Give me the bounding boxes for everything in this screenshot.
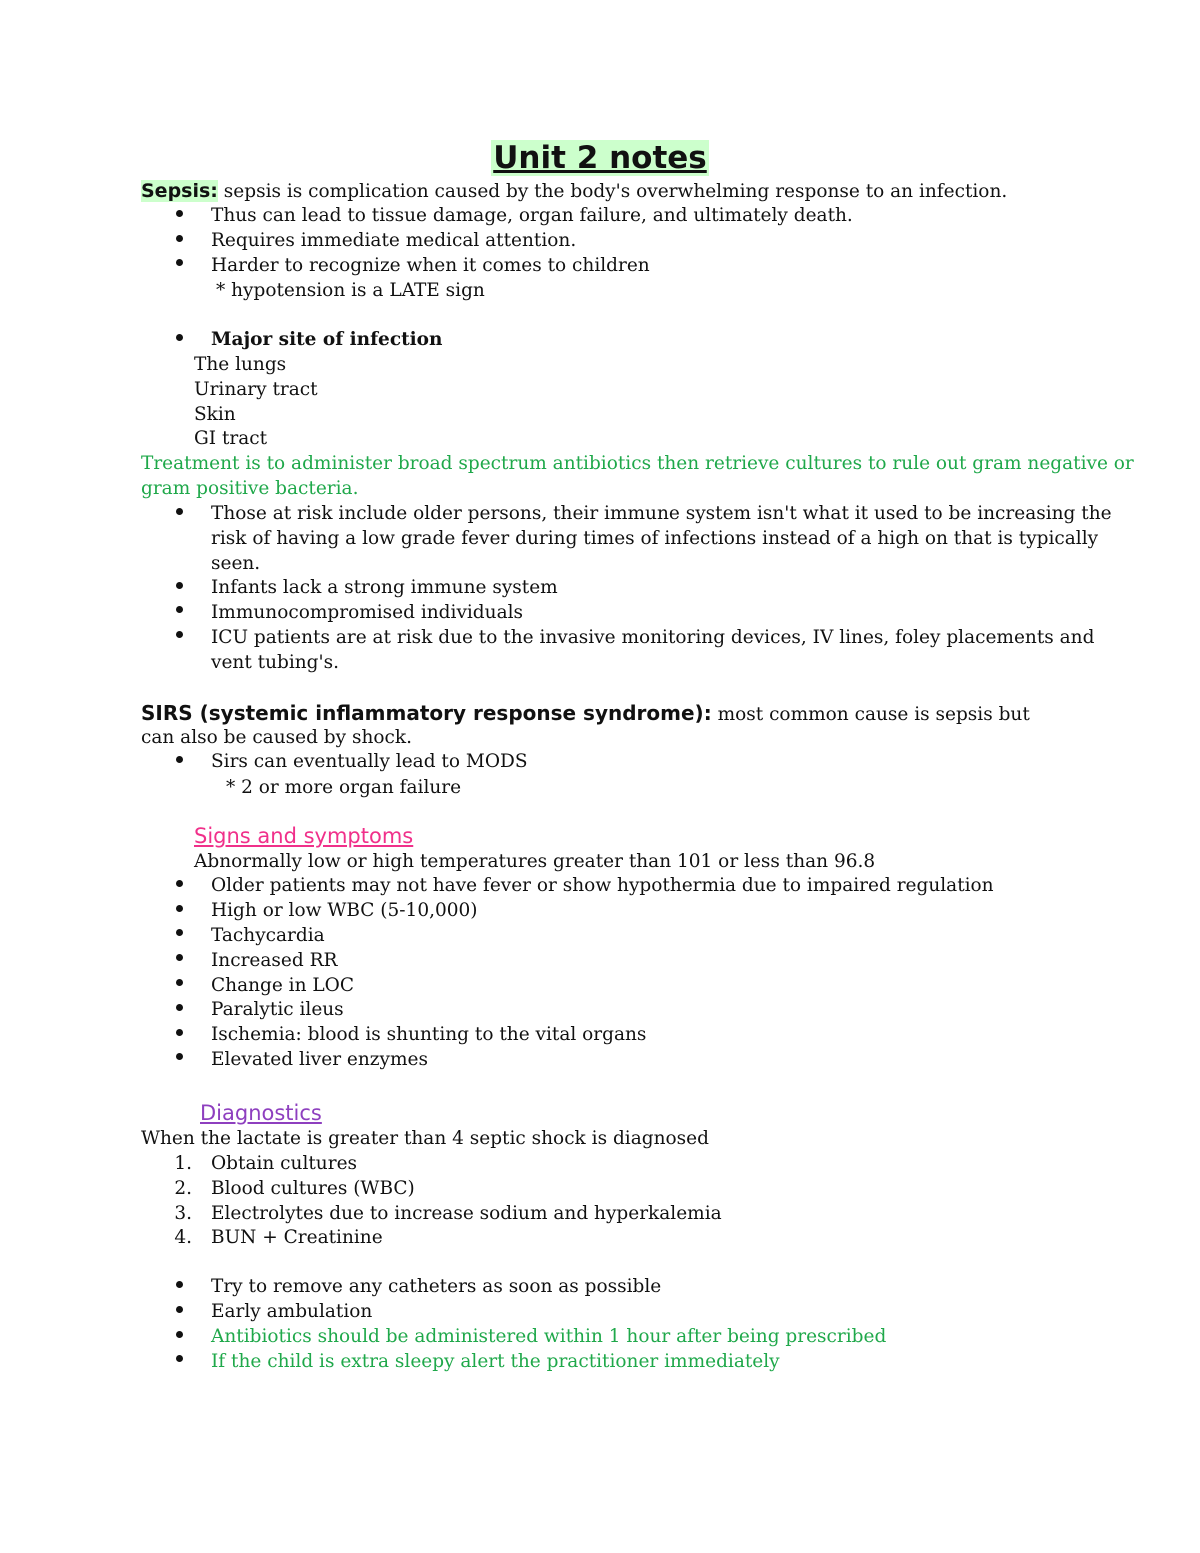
- sirs-definition-cont: can also be caused by shock.: [141, 727, 412, 748]
- bullet-icon: [176, 1355, 183, 1362]
- bullet-icon: [176, 334, 183, 341]
- list-item: Tachycardia: [211, 925, 325, 946]
- list-item: Older patients may not have fever or show hypothermia due to impaired regulation: [211, 875, 994, 896]
- numbered-item: BUN + Creatinine: [211, 1227, 383, 1248]
- sirs-definition: SIRS (systemic inflammatory response syndrome): most common cause is sepsis but: [141, 701, 1030, 725]
- bullet-icon: [176, 631, 183, 638]
- signs-heading: Signs and symptoms: [194, 824, 414, 848]
- list-item: Early ambulation: [211, 1301, 373, 1322]
- bullet-icon: [176, 1004, 183, 1011]
- list-number: 1.: [174, 1153, 192, 1174]
- bullet-icon: [176, 508, 183, 515]
- list-number: 4.: [174, 1227, 192, 1248]
- numbered-item: Electrolytes due to increase sodium and hyperkalemia: [211, 1203, 722, 1224]
- list-item-continued: seen.: [211, 553, 261, 574]
- list-item: Elevated liver enzymes: [211, 1049, 428, 1070]
- sepsis-term: Sepsis:: [141, 180, 218, 202]
- major-site-heading: Major site of infection: [211, 329, 443, 350]
- site-item: Urinary tract: [194, 379, 318, 400]
- bullet-icon: [176, 606, 183, 613]
- list-item: Change in LOC: [211, 975, 355, 996]
- bullet-icon: [176, 259, 183, 266]
- list-item: Those at risk include older persons, their immune system isn't what it used to be increasing the: [211, 503, 1112, 524]
- treatment-text: Treatment is to administer broad spectrum antibiotics then retrieve cultures to rule out gram negative or: [141, 453, 1134, 474]
- diagnostics-heading: Diagnostics: [200, 1101, 322, 1125]
- diagnostics-intro: When the lactate is greater than 4 septic shock is diagnosed: [141, 1128, 709, 1149]
- list-item-continued: vent tubing's.: [211, 652, 339, 673]
- bullet-icon: [176, 1331, 183, 1338]
- page-title: Unit 2 notes: [493, 140, 707, 176]
- list-item: Infants lack a strong immune system: [211, 577, 558, 598]
- bullet-icon: [176, 1029, 183, 1036]
- site-item: The lungs: [194, 354, 287, 375]
- bullet-icon: [176, 756, 183, 763]
- list-item: ICU patients are at risk due to the invasive monitoring devices, IV lines, foley placements and: [211, 627, 1095, 648]
- bullet-icon: [176, 210, 183, 217]
- bullet-icon: [176, 880, 183, 887]
- note-text: * hypotension is a LATE sign: [216, 280, 485, 301]
- list-item: Paralytic ileus: [211, 999, 344, 1020]
- signs-intro: Abnormally low or high temperatures greater than 101 or less than 96.8: [194, 851, 876, 872]
- bullet-icon: [176, 1053, 183, 1060]
- list-item-highlighted: If the child is extra sleepy alert the practitioner immediately: [211, 1351, 780, 1372]
- bullet-icon: [176, 954, 183, 961]
- site-item: Skin: [194, 404, 236, 425]
- list-item: High or low WBC (5-10,000): [211, 900, 478, 921]
- sepsis-definition: Sepsis: sepsis is complication caused by the body's overwhelming response to an infection.: [141, 180, 1008, 202]
- list-item: Requires immediate medical attention.: [211, 230, 577, 251]
- list-number: 3.: [174, 1203, 192, 1224]
- list-item-continued: risk of having a low grade fever during times of infections instead of a high on that is typically: [211, 528, 1099, 549]
- list-item: Harder to recognize when it comes to children: [211, 255, 650, 276]
- treatment-text: gram positive bacteria.: [141, 478, 359, 499]
- bullet-icon: [176, 929, 183, 936]
- list-item: Sirs can eventually lead to MODS: [211, 751, 528, 772]
- list-item-highlighted: Antibiotics should be administered within 1 hour after being prescribed: [211, 1326, 887, 1347]
- list-item: Immunocompromised individuals: [211, 602, 524, 623]
- bullet-icon: [176, 979, 183, 986]
- site-item: GI tract: [194, 428, 268, 449]
- list-item: Try to remove any catheters as soon as possible: [211, 1276, 662, 1297]
- numbered-item: Blood cultures (WBC): [211, 1178, 415, 1199]
- list-item: Ischemia: blood is shunting to the vital organs: [211, 1024, 647, 1045]
- list-number: 2.: [174, 1178, 192, 1199]
- bullet-icon: [176, 1281, 183, 1288]
- list-item: Thus can lead to tissue damage, organ failure, and ultimately death.: [211, 205, 853, 226]
- bullet-icon: [176, 235, 183, 242]
- bullet-icon: [176, 582, 183, 589]
- note-text: * 2 or more organ failure: [226, 777, 462, 798]
- sirs-term: SIRS (systemic inflammatory response syndrome):: [141, 701, 712, 725]
- bullet-icon: [176, 905, 183, 912]
- numbered-item: Obtain cultures: [211, 1153, 358, 1174]
- list-item: Increased RR: [211, 950, 338, 971]
- bullet-icon: [176, 1306, 183, 1313]
